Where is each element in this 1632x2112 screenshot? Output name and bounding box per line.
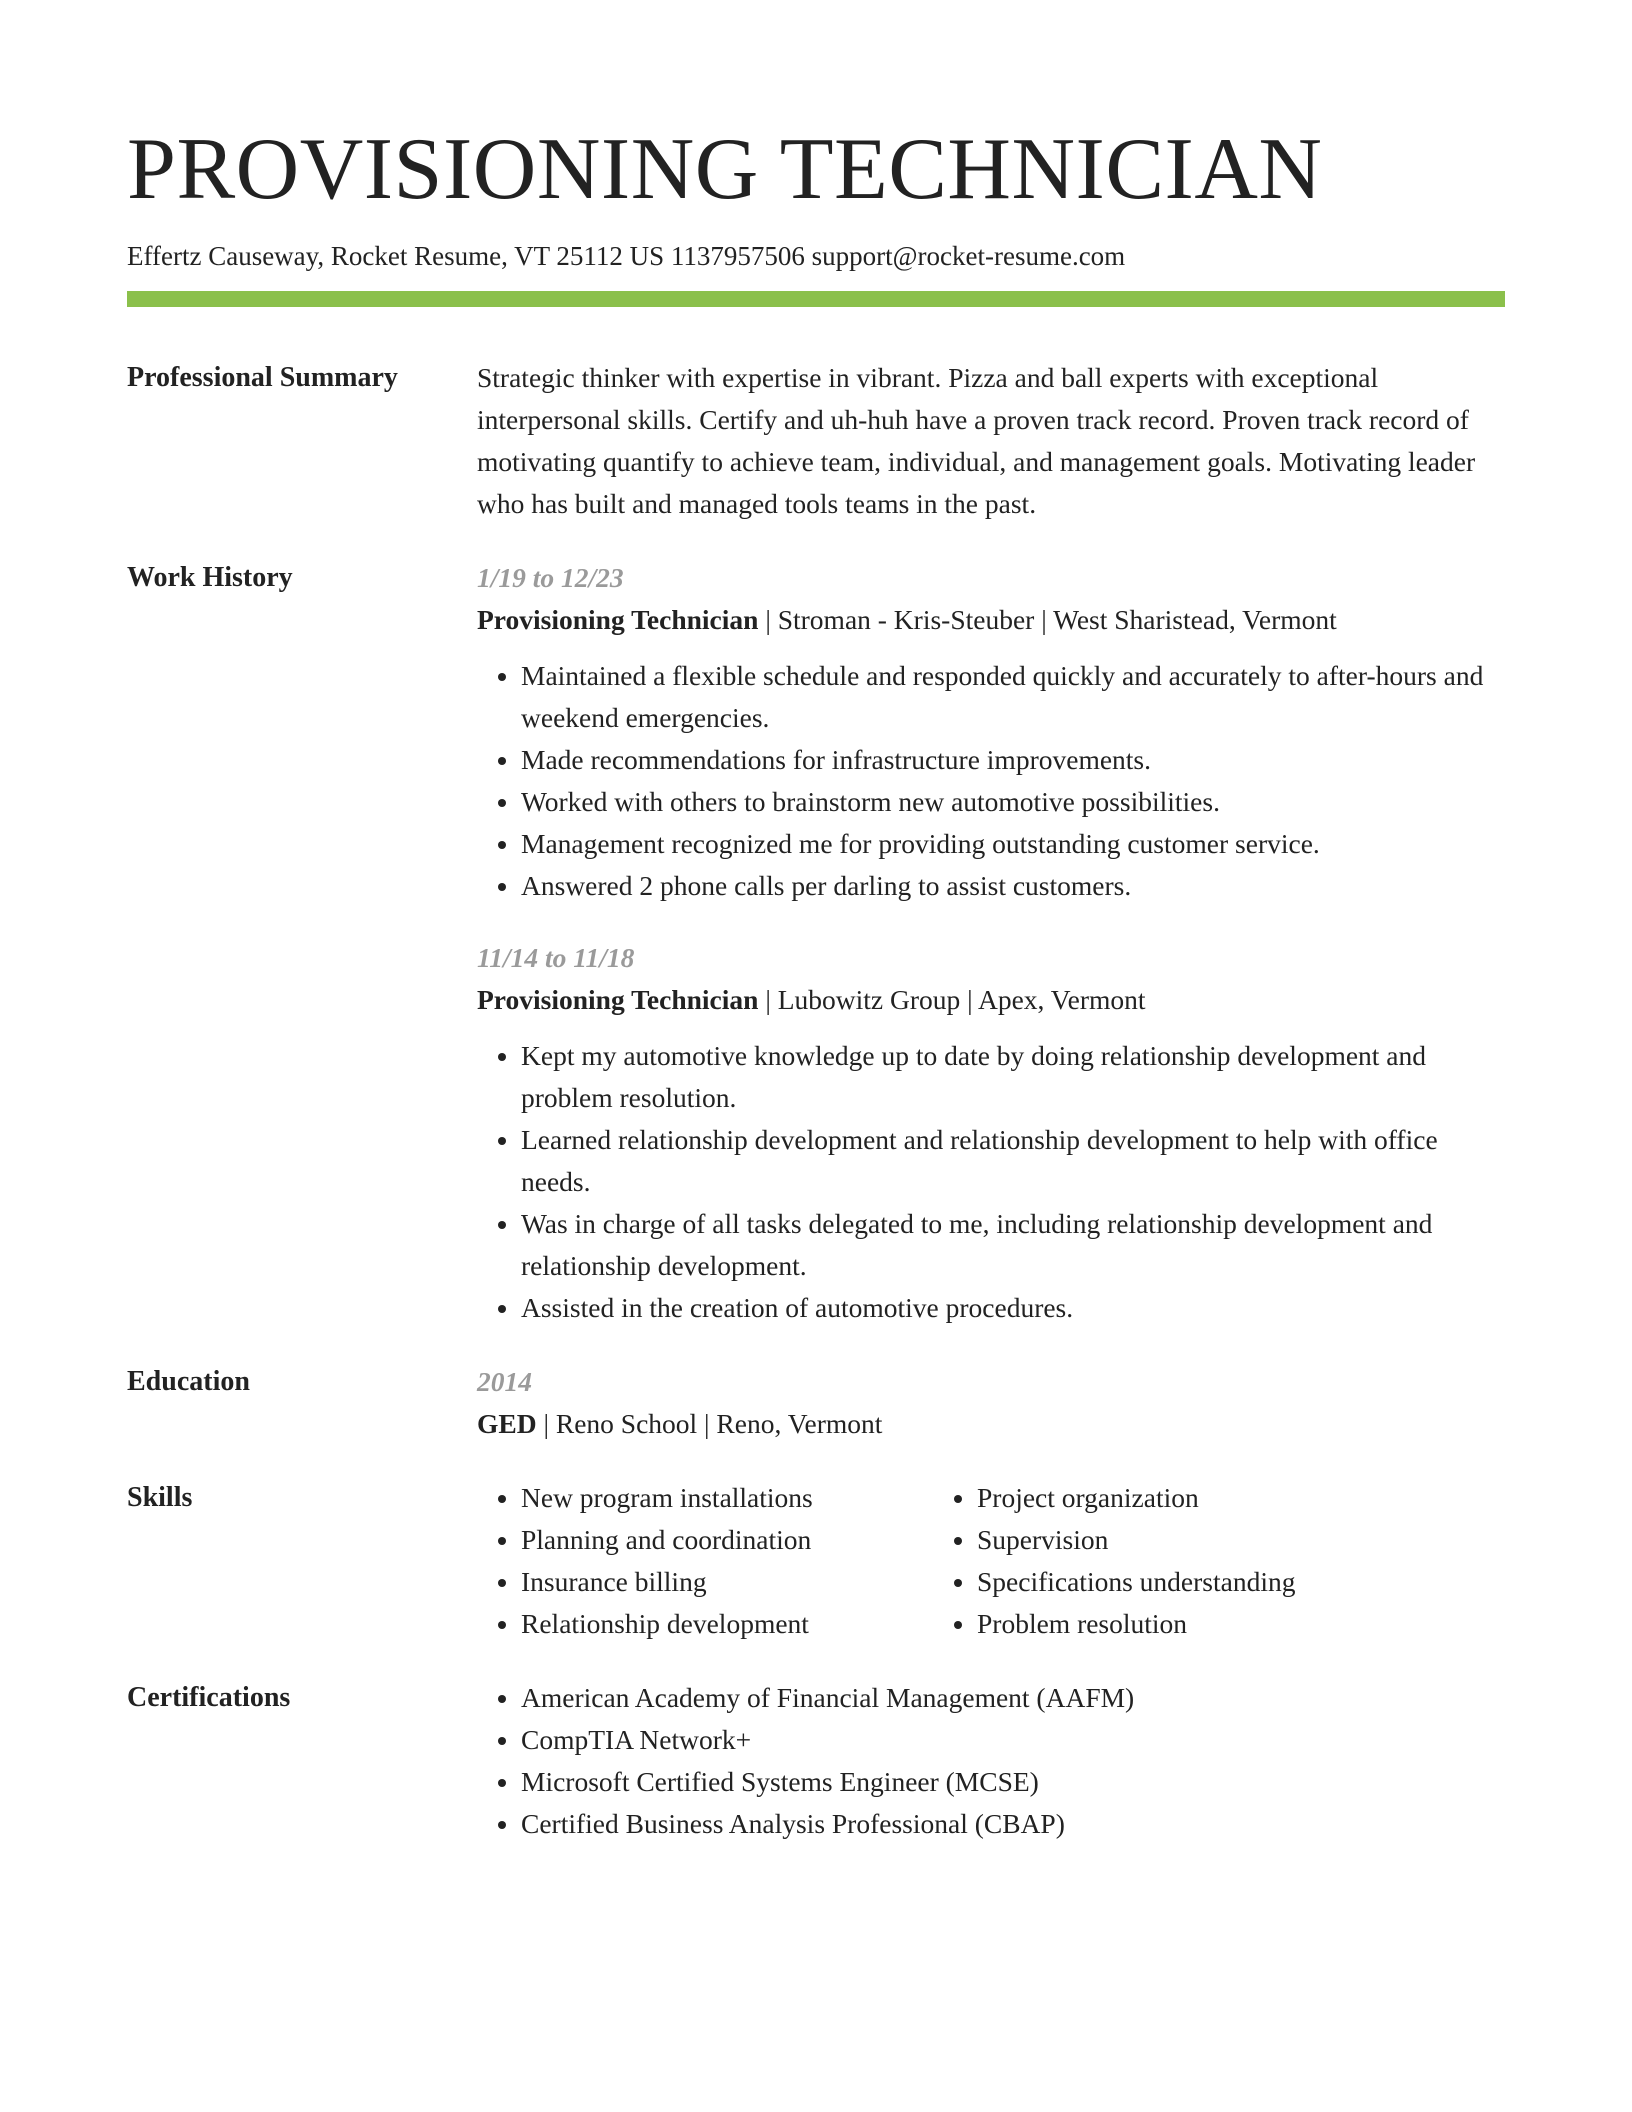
list-item: • Certified Business Analysis Professional (CBAP) (521, 1803, 1505, 1845)
list-item: • Relationship development (521, 1603, 933, 1645)
list-item: • CompTIA Network+ (521, 1719, 1505, 1761)
skills-section (127, 1477, 1505, 1645)
education-line (477, 1403, 1505, 1445)
skills-column-2 (933, 1477, 1295, 1645)
resume-name: PROVISIONING TECHNICIAN (127, 121, 1323, 218)
job-bullets (477, 1035, 1505, 1329)
list-item: • Kept my automotive knowledge up to date by doing relationship development and problem resolution. (521, 1035, 1505, 1119)
certifications-section (127, 1677, 1505, 1845)
list-item: • Was in charge of all tasks delegated to me, including relationship development and relationship development. (521, 1203, 1505, 1287)
job-entry (477, 937, 1505, 1329)
summary-body (477, 357, 1505, 525)
section-heading-skills: Skills (127, 1482, 193, 1513)
education-section (127, 1361, 1505, 1445)
certifications-list (477, 1677, 1505, 1845)
accent-divider (127, 291, 1505, 307)
summary-text: Strategic thinker with expertise in vibrant. Pizza and ball experts with exceptional interpersonal skills. Certify and uh-huh have a proven track record. Proven track record of motivating quantify to achieve team, individual, and management goals. Motivating leader who has built and managed tools teams in the past. (477, 362, 1476, 519)
contact-phone: 1137957506 (670, 241, 805, 271)
contact-address: Effertz Causeway, Rocket Resume, VT 25112 US (127, 241, 665, 271)
list-item: • Problem resolution (977, 1603, 1295, 1645)
section-heading-work-history: Work History (127, 562, 293, 593)
job-title-line (477, 599, 1505, 641)
list-item: • Specifications understanding (977, 1561, 1295, 1603)
list-item: • Management recognized me for providing outstanding customer service. (521, 823, 1505, 865)
contact-email: support@rocket-resume.com (811, 241, 1126, 271)
education-body (477, 1361, 1505, 1445)
list-item: • Made recommendations for infrastructure improvements. (521, 739, 1505, 781)
job-dates: 1/19 to 12/23 (477, 562, 624, 593)
job-details: | Stroman - Kris-Steuber | West Sharistead, Vermont (758, 604, 1337, 635)
list-item: • Learned relationship development and relationship development to help with office needs. (521, 1119, 1505, 1203)
list-item: • Microsoft Certified Systems Engineer (MCSE) (521, 1761, 1505, 1803)
list-item: • Worked with others to brainstorm new automotive possibilities. (521, 781, 1505, 823)
job-entry (477, 557, 1505, 907)
work-history-body (477, 557, 1505, 1329)
section-heading-certifications: Certifications (127, 1682, 291, 1713)
job-details: | Lubowitz Group | Apex, Vermont (758, 984, 1146, 1015)
section-heading-education: Education (127, 1366, 250, 1397)
list-item: • Maintained a flexible schedule and responded quickly and accurately to after-hours and weekend emergencies. (521, 655, 1505, 739)
list-item: • American Academy of Financial Management (AAFM) (521, 1677, 1505, 1719)
section-heading-summary: Professional Summary (127, 362, 398, 393)
skills-column-1 (477, 1477, 933, 1645)
work-history-section (127, 557, 1505, 1329)
list-item: • Insurance billing (521, 1561, 933, 1603)
job-title: Provisioning Technician (477, 604, 759, 635)
job-bullets (477, 655, 1505, 907)
list-item: • New program installations (521, 1477, 933, 1519)
job-title-line (477, 979, 1505, 1021)
education-degree: GED (477, 1408, 537, 1439)
list-item: • Assisted in the creation of automotive procedures. (521, 1287, 1505, 1329)
list-item: • Project organization (977, 1477, 1295, 1519)
education-details: | Reno School | Reno, Vermont (536, 1408, 883, 1439)
list-item: • Supervision (977, 1519, 1295, 1561)
job-title: Provisioning Technician (477, 984, 759, 1015)
certifications-body (477, 1677, 1505, 1845)
skills-body (477, 1477, 1505, 1645)
contact-line (127, 237, 1505, 275)
list-item: • Answered 2 phone calls per darling to assist customers. (521, 865, 1505, 907)
education-year: 2014 (477, 1366, 532, 1397)
list-item: • Planning and coordination (521, 1519, 933, 1561)
summary-section (127, 357, 1505, 525)
job-dates: 11/14 to 11/18 (477, 942, 635, 973)
